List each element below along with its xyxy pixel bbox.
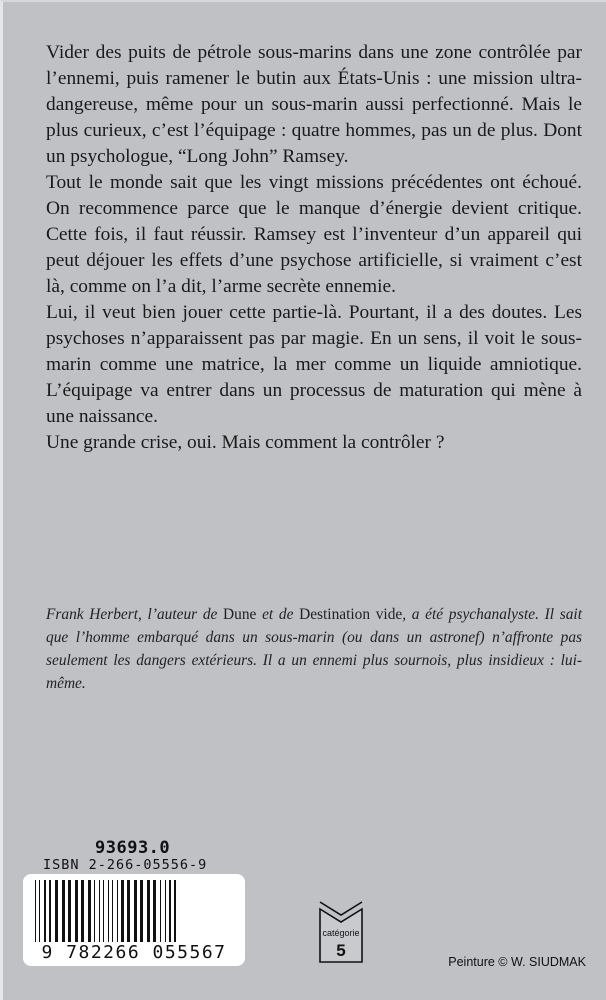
- blurb-paragraph: Une grande crise, oui. Mais comment la contrôler ?: [46, 432, 445, 453]
- blurb-paragraph: Vider des puits de pétrole sous-marins dans une zone contrôlée par l’ennemi, puis ramener le butin aux États-Unis : une mission ultra-dangereuse, même pour un sous-marin aussi perfectionné. Mais le plus curieux, c’est l’équipage : quatre hommes, pas un de plus. Dont un psychologue, “Long John” Ramsey.: [46, 42, 582, 167]
- barcode-panel: [23, 874, 245, 966]
- author-note-text: Frank Herbert, l’auteur de: [46, 606, 224, 623]
- blurb-paragraph: Lui, il veut bien jouer cette partie-là. Pourtant, il a des doutes. Les psychoses n’apparaissent pas par magie. En un sens, il voit le sous-marin comme une matrice, la mer comme un liquide amniotique. L’équipage va entrer dans un processus de maturation qui mène à une naissance.: [46, 302, 582, 427]
- author-note-book-title: Dune: [223, 606, 257, 623]
- barcode-bars: [33, 880, 235, 942]
- category-label: catégorie: [322, 928, 360, 938]
- category-number: 5: [336, 941, 346, 960]
- author-note-book-title: Destination vide: [299, 606, 403, 623]
- isbn: ISBN 2-266-05556-9: [43, 857, 208, 873]
- illustration-credit: Peinture © W. SIUDMAK: [448, 955, 586, 969]
- blurb: [46, 40, 582, 456]
- product-code: 93693.0: [95, 838, 171, 858]
- blurb-paragraph: Tout le monde sait que les vingt missions précédentes ont échoué. On recommence parce que le manque d’énergie devient critique. Cette fois, il faut réussir. Ramsey est l’inventeur d’un appareil qui peut déjouer les effets d’une psychose artificielle, si vraiment c’est là, comme on l’a dit, l’arme secrète ennemie.: [46, 172, 582, 297]
- author-note: [46, 603, 582, 695]
- author-note-text: et de: [256, 606, 300, 623]
- barcode-digits: 9 782266 055567: [41, 942, 227, 963]
- author-note-text: , a été psychanalyste. Il sait que l’homme embarqué dans un sous-marin (ou dans un astronef) n’affronte pas seulement les dangers extérieurs. Il a un ennemi plus sournois, plus insidieux : lui-même.: [46, 606, 582, 692]
